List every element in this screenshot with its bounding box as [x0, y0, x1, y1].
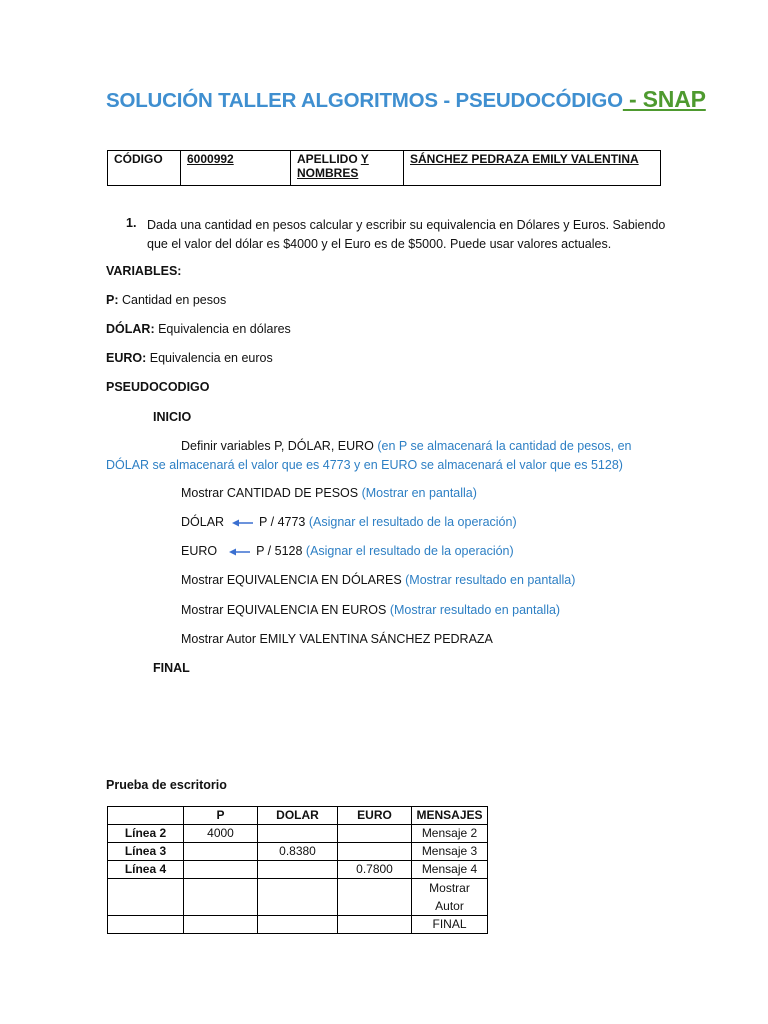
final-line: FINAL: [153, 661, 190, 675]
mostrar-dolares-line: [181, 573, 575, 587]
euro-assign-line: [181, 544, 514, 558]
variable-euro-label: EURO:: [106, 351, 147, 365]
table-cell: [338, 879, 412, 916]
document-title: [106, 86, 706, 113]
table-row: [108, 879, 488, 916]
left-arrow-icon: [232, 519, 254, 527]
table-cell: [184, 879, 258, 916]
table-cell: [108, 879, 184, 916]
definir-text: Definir variables P, DÓLAR, EURO: [181, 439, 378, 453]
mostrar-euros-line: [181, 603, 560, 617]
pseudocodigo-heading: PSEUDOCODIGO: [106, 380, 210, 394]
table-cell: [258, 825, 338, 843]
table-cell: [338, 843, 412, 861]
inicio-line: INICIO: [153, 410, 192, 424]
table-row: [108, 825, 488, 843]
table-header-row: [108, 807, 488, 825]
table-row: [108, 843, 488, 861]
dolar-assign-line: [181, 515, 517, 529]
variable-dolar-desc: Equivalencia en dólares: [154, 322, 291, 336]
table-cell: FINAL: [412, 916, 488, 934]
table-header-cell: EURO: [338, 807, 412, 825]
table-cell: Línea 2: [108, 825, 184, 843]
table-cell: [184, 861, 258, 879]
apellido-label-part1: APELLIDO: [297, 152, 361, 166]
table-cell: [338, 825, 412, 843]
table-row: [108, 861, 488, 879]
variable-dolar-label: DÓLAR:: [106, 322, 155, 336]
variable-p-label: P:: [106, 293, 119, 307]
variable-p-desc: Cantidad en pesos: [118, 293, 227, 307]
apellido-label-part3: NOMBRES: [297, 166, 359, 180]
table-cell: 0.8380: [258, 843, 338, 861]
mostrar-dolares-text: Mostrar EQUIVALENCIA EN DÓLARES: [181, 573, 406, 587]
table-row: [108, 916, 488, 934]
table-cell: [258, 861, 338, 879]
table-cell: Mensaje 3: [412, 843, 488, 861]
mostrar-cantidad-comment: (Mostrar en pantalla): [361, 486, 477, 500]
apellido-label-part2: Y: [360, 152, 369, 166]
mostrar-euros-text: Mostrar EQUIVALENCIA EN EUROS: [181, 603, 390, 617]
question-text: Dada una cantidad en pesos calcular y escribir su equivalencia en Dólares y Euros. Sabiendo que el valor del dólar es $4000 y el Euro es de $5000. Puede usar valores actuales.: [147, 218, 666, 251]
apellido-label-cell: [291, 151, 404, 186]
title-snap: - SNAP: [622, 86, 706, 112]
table-header-cell: DOLAR: [258, 807, 338, 825]
variables-heading: VARIABLES:: [106, 264, 182, 278]
table-cell: [258, 879, 338, 916]
table-cell: [184, 916, 258, 934]
table-cell: [184, 843, 258, 861]
mostrar-euros-comment: (Mostrar resultado en pantalla): [389, 603, 561, 617]
student-id-table: [107, 150, 661, 186]
table-cell: Mensaje 2: [412, 825, 488, 843]
table-cell: Mensaje 4: [412, 861, 488, 879]
dolar-assign-comment: (Asignar el resultado de la operación): [308, 515, 517, 529]
euro-assign-expr: P / 5128: [256, 544, 306, 558]
definir-comment-2: DÓLAR se almacenará el valor que es 4773 y en EURO se almacenará el valor que es 5128): [106, 458, 623, 472]
question-number: 1.: [126, 216, 137, 230]
variable-dolar: [106, 322, 291, 336]
title-main: SOLUCIÓN TALLER ALGORITMOS - PSEUDOCÓDIGO: [106, 89, 623, 112]
mostrar-dolares-comment: (Mostrar resultado en pantalla): [405, 573, 576, 587]
mostrar-autor-line: Mostrar Autor EMILY VALENTINA SÁNCHEZ PEDRAZA: [181, 632, 493, 646]
table-cell: Mostrar Autor: [412, 879, 488, 916]
name-value-cell: [404, 151, 661, 186]
table-cell: Línea 4: [108, 861, 184, 879]
table-header-cell: [108, 807, 184, 825]
table-cell: [338, 916, 412, 934]
table-cell: [258, 916, 338, 934]
codigo-label-cell: [108, 151, 181, 186]
dolar-assign-expr: P / 4773: [259, 515, 309, 529]
codigo-value-cell: [181, 151, 291, 186]
desk-check-table: [107, 806, 488, 934]
table-header-cell: MENSAJES: [412, 807, 488, 825]
left-arrow-icon: [229, 548, 251, 556]
dolar-assign-var: DÓLAR: [181, 515, 225, 529]
name-value: SÁNCHEZ PEDRAZA EMILY VALENTINA: [410, 152, 639, 166]
codigo-label: CÓDIGO: [114, 152, 163, 166]
table-cell: 4000: [184, 825, 258, 843]
mostrar-cantidad-text: Mostrar CANTIDAD DE PESOS: [181, 486, 362, 500]
table-header-cell: P: [184, 807, 258, 825]
prueba-heading: Prueba de escritorio: [106, 778, 227, 792]
codigo-value: 6000992: [187, 152, 234, 166]
definir-comment-1: (en P se almacenará la cantidad de pesos, en: [377, 439, 632, 453]
variable-euro: [106, 351, 273, 365]
euro-assign-var: EURO: [181, 544, 218, 558]
table-cell: [108, 916, 184, 934]
variable-p: [106, 293, 226, 307]
table-cell: Línea 3: [108, 843, 184, 861]
mostrar-cantidad-line: [181, 486, 477, 500]
euro-assign-comment: (Asignar el resultado de la operación): [305, 544, 514, 558]
variable-euro-desc: Equivalencia en euros: [146, 351, 273, 365]
table-cell: 0.7800: [338, 861, 412, 879]
definir-line: [181, 439, 631, 453]
